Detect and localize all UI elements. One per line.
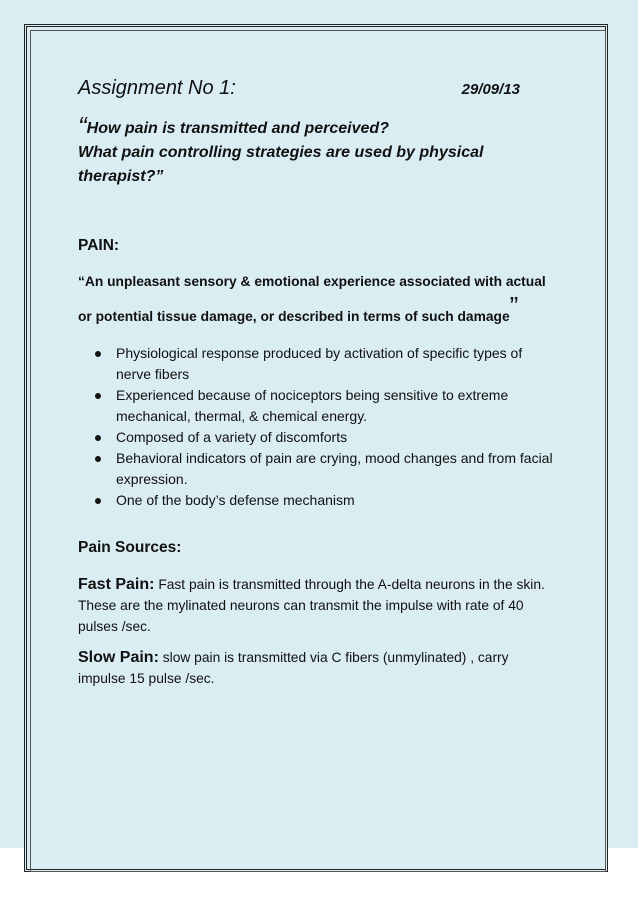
title-row — [78, 78, 558, 100]
pain-definition-text: “An unpleasant sensory & emotional experience associated with actual or potential tissue damage, or described in terms of such damage — [78, 274, 546, 324]
list-item — [116, 427, 558, 448]
question-line-1: How pain is transmitted and perceived? — [86, 120, 389, 137]
assignment-title: Assignment No 1: — [78, 77, 236, 99]
slow-pain-text: slow pain is transmitted via C fibers (unmylinated) , carry impulse 15 pulse /sec. — [78, 650, 509, 686]
slow-pain-label: Slow Pain: — [78, 649, 159, 666]
fast-pain-paragraph — [78, 574, 558, 637]
pain-characteristics-list — [78, 343, 558, 511]
assignment-question — [78, 111, 558, 189]
assignment-date: 29/09/13 — [461, 81, 520, 98]
fast-pain-text: Fast pain is transmitted through the A-delta neurons in the skin. These are the mylinated neurons can transmit the impulse with rate of 40 pulses /sec. — [78, 577, 545, 634]
pain-definition — [78, 270, 558, 329]
bullet-icon — [95, 393, 101, 399]
list-item-text: Physiological response produced by activation of specific types of nerve fibers — [116, 345, 523, 382]
bullet-icon — [95, 456, 101, 462]
list-item-text: One of the body’s defense mechanism — [116, 492, 355, 508]
pain-heading: PAIN: — [78, 237, 120, 254]
bullet-icon — [95, 498, 101, 504]
list-item-text: Composed of a variety of discomforts — [116, 429, 348, 445]
bullet-icon — [95, 351, 101, 357]
list-item — [116, 490, 558, 511]
pain-sources-heading: Pain Sources: — [78, 539, 182, 556]
list-item-text: Experienced because of nociceptors being sensitive to extreme mechanical, thermal, & chemical energy. — [116, 387, 509, 424]
list-item-text: Behavioral indicators of pain are crying, mood changes and from facial expression. — [116, 450, 553, 487]
list-item — [116, 385, 558, 427]
question-line-2: What pain controlling strategies are used by physical therapist?” — [78, 144, 484, 185]
bullet-icon — [95, 435, 101, 441]
document-body — [78, 78, 558, 699]
slow-pain-paragraph — [78, 647, 558, 689]
list-item — [116, 343, 558, 385]
question-open-quote: “ — [78, 111, 87, 141]
list-item — [116, 448, 558, 490]
fast-pain-label: Fast Pain: — [78, 576, 155, 593]
pain-definition-close-quote: ” — [509, 291, 519, 321]
